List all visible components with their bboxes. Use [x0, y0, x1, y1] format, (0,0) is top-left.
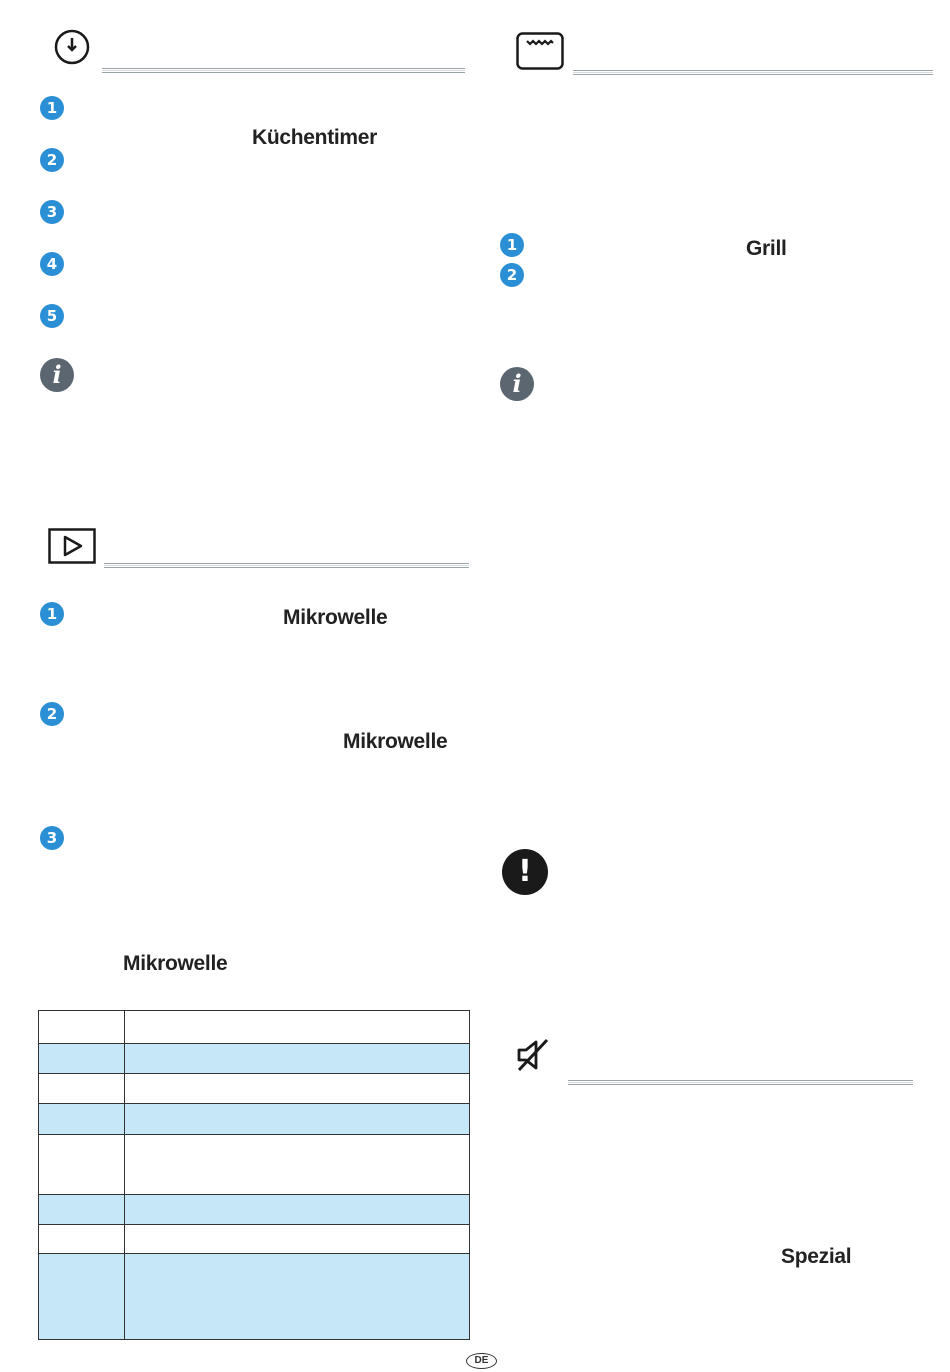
table-row — [39, 1044, 470, 1074]
keyword-mikrowelle: Mikrowelle — [343, 730, 448, 753]
grill-icon — [516, 32, 564, 70]
mute-icon — [514, 1036, 552, 1074]
info-icon: i — [40, 358, 74, 392]
warning-icon: ! — [502, 849, 548, 895]
step-badge: 1 — [40, 96, 64, 120]
power-level-table — [38, 1010, 470, 1340]
step-badge: 1 — [500, 233, 524, 257]
info-icon: i — [500, 367, 534, 401]
step-badge: 5 — [40, 304, 64, 328]
play-icon — [48, 528, 96, 564]
mute-section-rule — [568, 1080, 913, 1085]
step-badge: 3 — [40, 200, 64, 224]
step-badge: 2 — [500, 263, 524, 287]
step-badge: 4 — [40, 252, 64, 276]
table-row — [39, 1195, 470, 1225]
table-row — [39, 1135, 470, 1195]
step-badge: 1 — [40, 602, 64, 626]
microwave-section-rule — [104, 563, 469, 568]
timer-section-rule — [102, 68, 465, 73]
step-badge: 2 — [40, 148, 64, 172]
step-badge: 2 — [40, 702, 64, 726]
table-row — [39, 1074, 470, 1104]
table-row — [39, 1011, 470, 1044]
clock-icon — [53, 28, 91, 66]
step-badge: 3 — [40, 826, 64, 850]
table-row — [39, 1104, 470, 1135]
keyword-grill: Grill — [746, 237, 787, 260]
country-badge: DE — [466, 1353, 497, 1369]
keyword-mikrowelle: Mikrowelle — [283, 606, 388, 629]
grill-section-rule — [573, 70, 933, 75]
keyword-mikrowelle: Mikrowelle — [123, 952, 228, 975]
table-row — [39, 1254, 470, 1340]
keyword-kuechentimer: Küchentimer — [252, 126, 378, 149]
table-row — [39, 1225, 470, 1254]
keyword-spezial: Spezial — [781, 1245, 852, 1268]
